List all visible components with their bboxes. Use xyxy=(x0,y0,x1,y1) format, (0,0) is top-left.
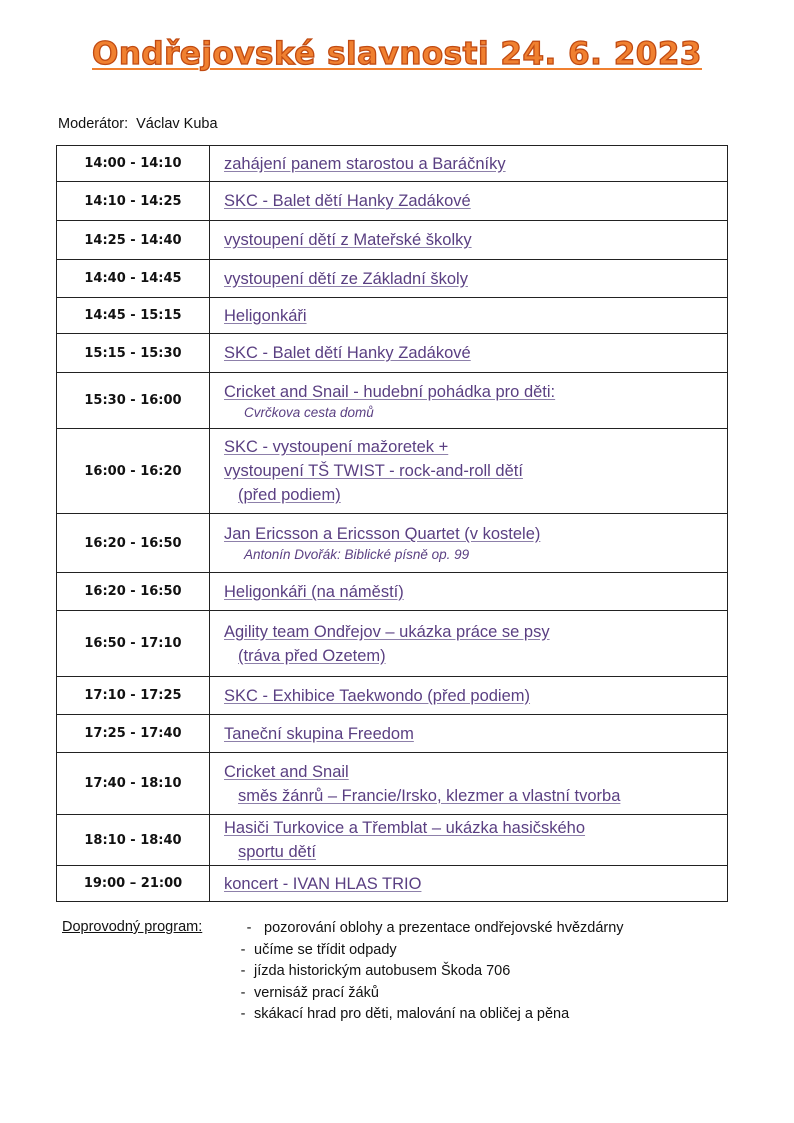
event-line xyxy=(224,380,727,404)
table-row xyxy=(57,146,728,182)
time-cell: 17:10 - 17:25 xyxy=(57,677,210,715)
event-cell xyxy=(210,182,728,221)
side-program-item: vernisáž prací žáků xyxy=(254,984,379,1001)
event-subtitle: Cvrčkova cesta domů xyxy=(244,404,374,420)
event-text: Heligonkáři (na náměstí) xyxy=(224,582,404,601)
time-cell: 16:00 - 16:20 xyxy=(57,429,210,514)
dash-bullet-icon: - xyxy=(240,963,246,979)
event-line xyxy=(224,304,727,328)
table-row xyxy=(57,753,728,815)
event-text: Heligonkáři xyxy=(224,306,307,325)
time-cell: 16:20 - 16:50 xyxy=(57,573,210,611)
event-line xyxy=(224,459,727,483)
table-row xyxy=(57,866,728,902)
side-program-list xyxy=(232,918,624,1026)
event-subtitle: Antonín Dvořák: Biblické písně op. 99 xyxy=(244,547,470,562)
dash-bullet-icon: - xyxy=(240,941,246,958)
time-cell: 14:45 - 15:15 xyxy=(57,298,210,334)
time-cell: 14:25 - 14:40 xyxy=(57,221,210,260)
dash-bullet-icon: - xyxy=(240,1006,246,1022)
side-program-heading xyxy=(62,918,202,936)
event-line xyxy=(224,840,727,864)
event-text: Jan Ericsson a Ericsson Quartet (v kostele) xyxy=(224,525,541,543)
table-row xyxy=(57,677,728,715)
event-text: SKC - vystoupení mažoretek + xyxy=(224,438,449,456)
event-text: SKC - Balet dětí Hanky Zadákové xyxy=(224,344,471,362)
event-cell xyxy=(210,373,728,429)
side-program-item: pozorování oblohy a prezentace ondřejovské hvězdárny xyxy=(264,920,624,936)
table-row xyxy=(57,260,728,298)
event-line xyxy=(224,189,727,213)
page-title: Ondřejovské slavnosti 24. 6. 2023 xyxy=(92,36,702,72)
event-cell xyxy=(210,677,728,715)
event-line xyxy=(224,816,727,840)
event-line xyxy=(224,228,727,252)
list-item xyxy=(232,983,624,1005)
table-row xyxy=(57,373,728,429)
event-text: Agility team Ondřejov – ukázka práce se psy xyxy=(224,622,550,641)
event-line xyxy=(224,341,727,365)
event-cell xyxy=(210,260,728,298)
event-text: Cricket and Snail - hudební pohádka pro děti: xyxy=(224,382,556,401)
event-cell xyxy=(210,573,728,611)
event-text: směs žánrů – Francie/Irsko, klezmer a vlastní tvorba xyxy=(238,786,621,805)
event-line xyxy=(224,267,727,291)
event-text: koncert - IVAN HLAS TRIO xyxy=(224,874,422,893)
time-cell: 17:25 - 17:40 xyxy=(57,715,210,753)
list-item xyxy=(232,1004,624,1026)
time-cell: 14:40 - 14:45 xyxy=(57,260,210,298)
table-row xyxy=(57,573,728,611)
event-text: Cricket and Snail xyxy=(224,762,349,781)
table-row xyxy=(57,514,728,573)
event-text: zahájení panem starostou a Baráčníky xyxy=(224,154,506,173)
event-line xyxy=(224,872,727,896)
event-line xyxy=(224,644,727,668)
time-cell: 15:30 - 16:00 xyxy=(57,373,210,429)
event-line xyxy=(224,684,727,708)
event-cell xyxy=(210,715,728,753)
table-row xyxy=(57,334,728,373)
time-cell: 16:20 - 16:50 xyxy=(57,514,210,573)
event-line xyxy=(224,760,727,784)
list-item xyxy=(232,961,624,983)
table-row xyxy=(57,221,728,260)
schedule-table xyxy=(56,145,728,902)
side-program-item: jízda historickým autobusem Škoda 706 xyxy=(254,963,511,979)
moderator-line xyxy=(58,116,218,132)
side-program-label: Doprovodný program: xyxy=(62,919,203,935)
event-text: vystoupení TŠ TWIST - rock-and-roll dětí xyxy=(224,462,523,480)
table-row xyxy=(57,715,728,753)
time-cell: 16:50 - 17:10 xyxy=(57,611,210,677)
event-text: Hasiči Turkovice a Třemblat – ukázka hasičského xyxy=(224,819,586,837)
event-text: SKC - Balet dětí Hanky Zadákové xyxy=(224,192,471,210)
event-text: vystoupení dětí z Mateřské školky xyxy=(224,231,472,249)
event-cell xyxy=(210,753,728,815)
table-row xyxy=(57,611,728,677)
event-text: (před podiem) xyxy=(238,486,341,504)
time-cell: 19:00 – 21:00 xyxy=(57,866,210,902)
event-line xyxy=(224,722,727,746)
table-row xyxy=(57,429,728,514)
table-row xyxy=(57,815,728,866)
event-cell xyxy=(210,611,728,677)
event-text: SKC - Exhibice Taekwondo (před podiem) xyxy=(224,686,531,705)
event-line xyxy=(224,483,727,507)
event-text: sportu dětí xyxy=(238,843,316,861)
time-cell: 18:10 - 18:40 xyxy=(57,815,210,866)
event-line xyxy=(224,784,727,808)
event-text: vystoupení dětí ze Základní školy xyxy=(224,269,468,288)
table-row xyxy=(57,298,728,334)
time-cell: 14:00 - 14:10 xyxy=(57,146,210,182)
event-cell xyxy=(210,221,728,260)
event-line xyxy=(224,435,727,459)
event-cell xyxy=(210,514,728,573)
event-cell xyxy=(210,429,728,514)
event-cell xyxy=(210,815,728,866)
event-line xyxy=(224,152,727,176)
table-row xyxy=(57,182,728,221)
moderator-name: Václav Kuba xyxy=(136,116,218,132)
list-item xyxy=(232,918,624,940)
event-text: (tráva před Ozetem) xyxy=(238,646,386,665)
moderator-label: Moderátor: xyxy=(58,116,129,132)
event-cell xyxy=(210,146,728,182)
event-line xyxy=(224,580,727,604)
event-text: Taneční skupina Freedom xyxy=(224,724,414,743)
time-cell: 14:10 - 14:25 xyxy=(57,182,210,221)
event-line xyxy=(224,620,727,644)
dash-bullet-icon: - xyxy=(246,920,252,936)
dash-bullet-icon: - xyxy=(240,984,246,1001)
event-cell xyxy=(210,866,728,902)
list-item xyxy=(232,940,624,962)
time-cell: 17:40 - 18:10 xyxy=(57,753,210,815)
event-cell xyxy=(210,298,728,334)
side-program-item: učíme se třídit odpady xyxy=(254,941,397,958)
event-line xyxy=(224,522,727,546)
time-cell: 15:15 - 15:30 xyxy=(57,334,210,373)
event-cell xyxy=(210,334,728,373)
side-program-item: skákací hrad pro děti, malování na obličej a pěna xyxy=(254,1006,570,1022)
